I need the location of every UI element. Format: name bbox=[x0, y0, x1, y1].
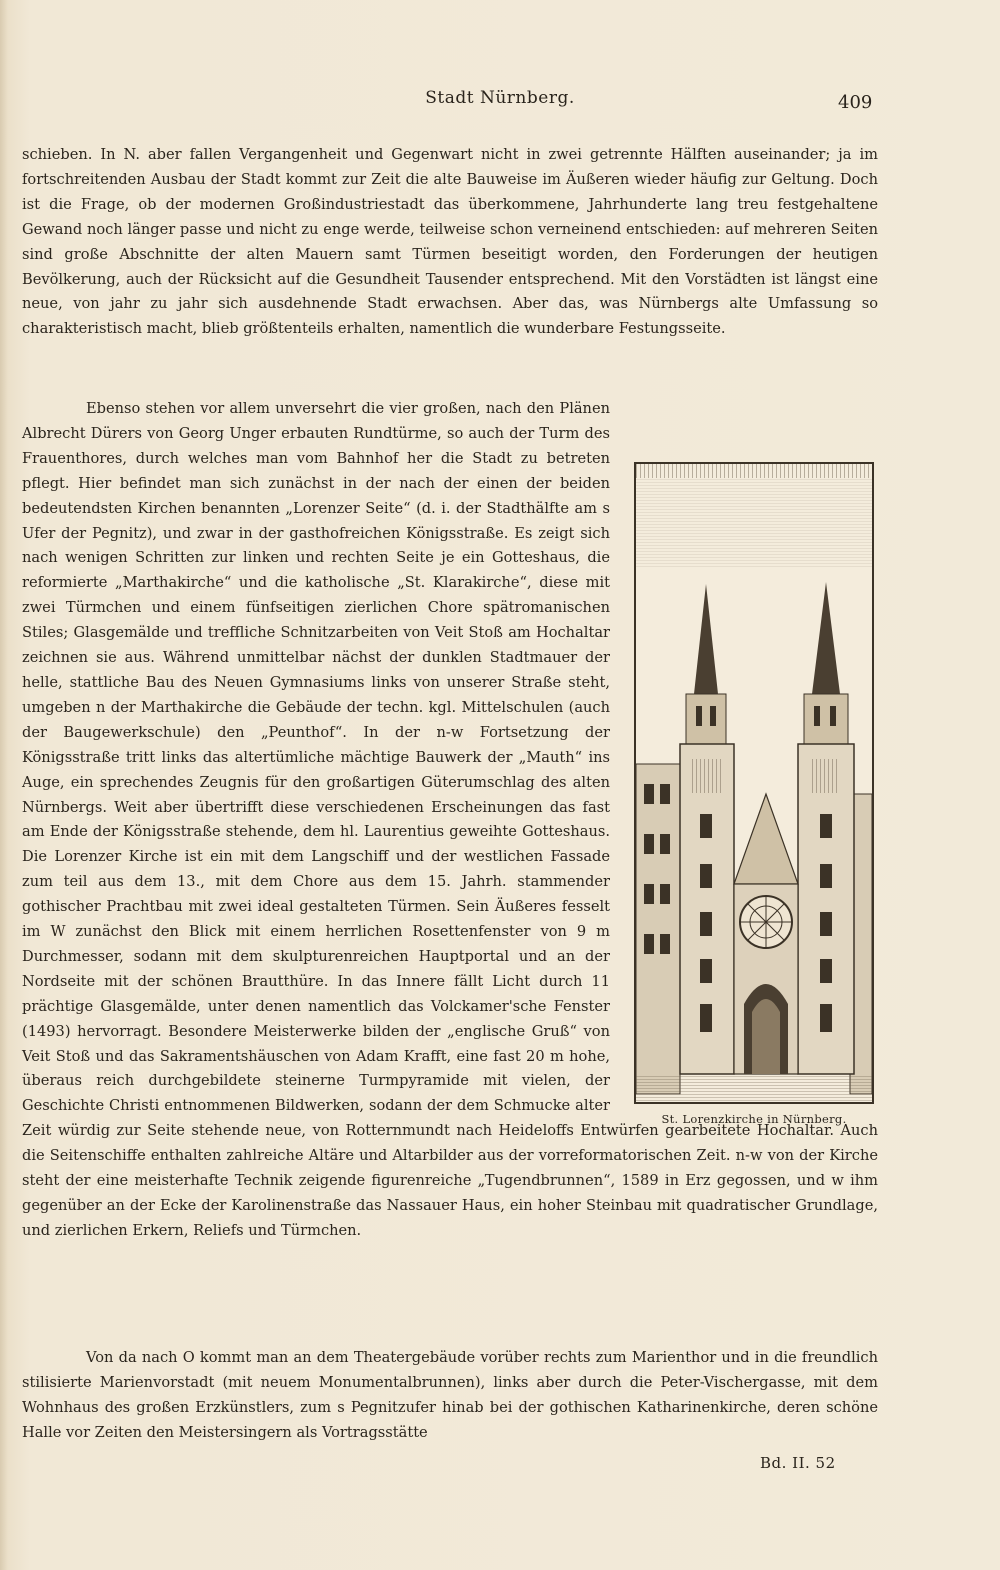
paragraph-1: schieben. In N. aber fallen Vergangenheit und Gegenwart nicht in zwei getrennte Hälften auseinander; ja im fortschreitenden Ausbau der Stadt kommt zur Zeit die alte Bauweise im Äußeren wieder häufig zur Geltung. Doch ist die Frage, ob der modernen Großindustriestadt das überkommene, Jahrhunderte lang treu festgehaltene Gewand noch länger passe und nicht zu enge werde, teilweise schon verneinend entschieden: auf mehreren Seiten sind große Abschnitte der alten Mauern samt Türmen beseitigt worden, den Forderungen der heutigen Bevölkerung, auch der Rücksicht auf die Gesundheit Tausender entsprechend. Mit den Vorstädten ist längst eine neue, von jahr zu jahr sich ausdehnende Stadt erwachsen. Aber das, was Nürnbergs alte Umfassung so charakteristisch macht, blieb größtenteils erhalten, namentlich die wunderbare Festungsseite. bbox=[22, 146, 878, 338]
street bbox=[636, 1074, 872, 1102]
paragraph-3: Von da nach O kommt man an dem Theatergebäude vorüber rechts zum Marienthor und in die freundlich stilisierte Marienvorstadt (mit neuem Monumentalbrunnen), links aber durch die Peter-Vischergasse, mit dem Wohnhaus des großen Erzkünstlers, zum s Pegnitzufer hinab bei der gothischen Katharinenkirche, deren schöne Halle vor Zeiten den Meistersingern als Vortragsstätte bbox=[22, 1349, 878, 1441]
right-spire bbox=[812, 582, 840, 694]
church-illustration bbox=[634, 462, 874, 1104]
page-number: 409 bbox=[838, 92, 873, 113]
frieze bbox=[636, 464, 872, 478]
illustration-caption: St. Lorenzkirche in Nürnberg. bbox=[661, 1112, 847, 1126]
left-spire bbox=[694, 584, 718, 694]
lorenzkirche-engraving bbox=[636, 464, 872, 1102]
signature-mark: Bd. II. 52 bbox=[760, 1454, 836, 1472]
running-head: Stadt Nürnberg. bbox=[425, 88, 575, 108]
paragraph-2-text: Ebenso stehen vor allem unversehrt die vier großen, nach den Plänen Albrecht Dürers von Georg Unger erbauten Rundtürme, so auch der Turm des Frauenthores, durch welches man vom Bahnhof her die Stadt zu betreten pflegt. Hier befindet man sich zunächst in der nach der einen der beiden bedeutendsten Kirchen benannten „Lorenzer Seite“ (d. i. der Stadthälfte am s Ufer der Pegnitz), und zwar in der gasthofreichen Königsstraße. Es zeigt sich nach wenigen Schritten zur linken und rechten Seite je ein Gotteshaus, die reformierte „Marthakirche“ und die katholische „St. Klarakirche“, diese mit zwei Türmchen und einem fünfseitigen zierlichen Chore spätromanischen Stiles; Glasgemälde und treffliche Schnitzarbeiten von Veit Stoß am Hochaltar zeichnen sie aus. Während unmittelbar nächst der dunklen Stadtmauer der helle, stattliche Bau des Neuen Gymnasiums links von unserer Straße steht, umgeben n der Marthakirche die Gebäude der techn. kgl. Mittelschulen (auch der Baugewerkschule) den „Peunthof“. In der n-w Fortsetzung der Königsstraße tritt links das altertümliche mächtige Bauwerk der „Mauth“ ins Auge, ein sprechendes Zeugnis für den großartigen Güterumschlag des alten Nürnbergs. Weit aber übertrifft diese verschiedenen Erscheinungen das fast am Ende der Königsstraße stehende, dem hl. Laurentius geweihte Gotteshaus. Die Lorenzer Kirche ist ein mit dem Langschiff und der westlichen Fassade zum teil aus dem 13., mit dem Chore aus dem 15. Jahrh. stammender gothischer Prachtbau mit zwei ideal gestalteten Türmen. Sein Äußeres fesselt im W zunächst den Blick mit einem herrlichen Rosettenfenster von 9 m Durchmesser, sodann mit dem skulpturenreichen Hauptportal und an der Nordseite mit der schönen Brautthüre. In das Innere fällt Licht durch 11 prächtige Glasgemälde, unter denen namentlich das Volckamer'sche Fenster (1493) hervorragt. Besondere Meisterwerke bilden der „englische Gruß“ von Veit Stoß und das Sakramentshäuschen von Adam Krafft, eine fast 20 m hohe, überaus reich durchgebildete steinerne Turmpyramide mit vielen, der Geschichte Christi entnommenen Bildwerken, sodann der dem Schmucke alter Zeit würdig zur Seite stehende neue, von Rotternmundt nach Heideloffs Entwürfen gearbeitete Hochaltar. Auch die Seitenschiffe enthalten zahlreiche Altäre und Altarbilder aus der vorreformatorischen Zeit. n-w von der Kirche steht der eine meisterhafte Technik zeigende figurenreiche „Tugendbrunnen“, 1589 in Erz gegossen, und w ihm gegenüber an der Ecke der Karolinenstraße das Nassauer Haus, ein hoher Steinbau mit quadratischer Grundlage, und zierlichen Erkern, Reliefs und Türmchen. bbox=[22, 400, 878, 1239]
